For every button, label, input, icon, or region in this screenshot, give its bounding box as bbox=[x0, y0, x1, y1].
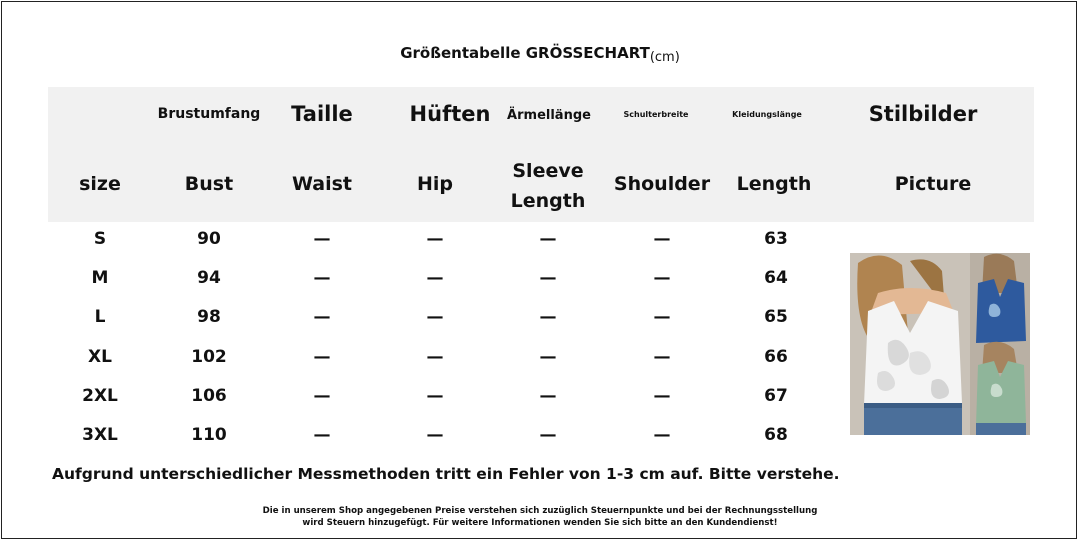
length-cell: 68 bbox=[764, 425, 788, 445]
hip-cell: — bbox=[426, 385, 444, 406]
size-cell: L bbox=[94, 307, 106, 328]
header-waist: Waist bbox=[291, 173, 352, 195]
length-cell: 66 bbox=[764, 346, 788, 367]
title-text: Größentabelle GRÖSSECHART bbox=[400, 44, 650, 62]
waist-cell: — bbox=[313, 385, 331, 406]
waist-cell: — bbox=[313, 307, 331, 328]
size-cell: S bbox=[93, 229, 107, 249]
page-title bbox=[0, 44, 1080, 65]
footnote-line-1: Die in unserem Shop angegebenen Preise verstehen sich zuzüglich Steuernpunkte und bei der Rechnungsstellung bbox=[262, 506, 818, 516]
header-de-sleeve: Ärmellänge bbox=[507, 108, 591, 123]
title-unit: (cm) bbox=[649, 50, 680, 65]
hip-cell: — bbox=[426, 307, 444, 328]
header-de-waist: Taille bbox=[291, 102, 353, 126]
header-length: Length bbox=[736, 173, 812, 195]
header-de-bust: Brustumfang bbox=[157, 106, 261, 122]
measurement-note: Aufgrund unterschiedlicher Messmethoden tritt ein Fehler von 1-3 cm auf. Bitte verstehe. bbox=[52, 465, 840, 483]
header-picture: Picture bbox=[894, 173, 972, 195]
header-de-shoulder: Schulterbreite bbox=[623, 110, 689, 119]
bust-cell: 106 bbox=[191, 385, 227, 406]
sleeve-cell: — bbox=[539, 346, 557, 367]
waist-cell: — bbox=[313, 268, 331, 289]
header-sleeve-length: Sleeve Length bbox=[510, 160, 586, 213]
sleeve-cell: — bbox=[539, 268, 557, 289]
length-cell: 64 bbox=[764, 268, 788, 289]
header-de-hip: Hüften bbox=[409, 102, 491, 126]
waist-cell: — bbox=[313, 229, 331, 249]
shoulder-cell: — bbox=[653, 268, 671, 289]
product-picture bbox=[850, 253, 1030, 435]
shoulder-cell: — bbox=[653, 346, 671, 367]
header-de-length: Kleidungslänge bbox=[732, 110, 802, 119]
header-bust: Bust bbox=[184, 173, 234, 195]
waist-cell: — bbox=[313, 425, 331, 445]
header-size: size bbox=[79, 173, 121, 195]
hip-cell: — bbox=[426, 268, 444, 289]
length-cell: 67 bbox=[764, 385, 788, 406]
hip-cell: — bbox=[426, 229, 444, 249]
bust-cell: 98 bbox=[197, 307, 221, 328]
bust-cell: 110 bbox=[191, 425, 227, 445]
sleeve-cell: — bbox=[539, 385, 557, 406]
length-cell: 63 bbox=[764, 229, 788, 249]
shoulder-cell: — bbox=[653, 307, 671, 328]
shoulder-cell: — bbox=[653, 229, 671, 249]
hip-cell: — bbox=[426, 346, 444, 367]
shoulder-cell: — bbox=[653, 425, 671, 445]
size-cell: M bbox=[91, 268, 109, 289]
size-cell: 2XL bbox=[82, 385, 118, 406]
bust-cell: 102 bbox=[191, 346, 227, 367]
sleeve-cell: — bbox=[539, 229, 557, 249]
size-cell: 3XL bbox=[82, 425, 118, 445]
shoulder-cell: — bbox=[653, 385, 671, 406]
footnote-line-2: wird Steuern hinzugefügt. Für weitere Informationen wenden Sie sich bitte an den Kundendienst! bbox=[302, 517, 778, 528]
header-de-picture: Stilbilder bbox=[868, 102, 978, 126]
sleeve-cell: — bbox=[539, 425, 557, 445]
bust-cell: 94 bbox=[197, 268, 221, 289]
header-shoulder: Shoulder bbox=[613, 173, 711, 195]
waist-cell: — bbox=[313, 346, 331, 367]
length-cell: 65 bbox=[764, 307, 788, 328]
hip-cell: — bbox=[426, 425, 444, 445]
header-hip: Hip bbox=[416, 173, 453, 195]
size-cell: XL bbox=[88, 346, 112, 367]
bust-cell: 90 bbox=[197, 229, 221, 249]
sleeve-cell: — bbox=[539, 307, 557, 328]
footnote bbox=[0, 506, 1080, 529]
